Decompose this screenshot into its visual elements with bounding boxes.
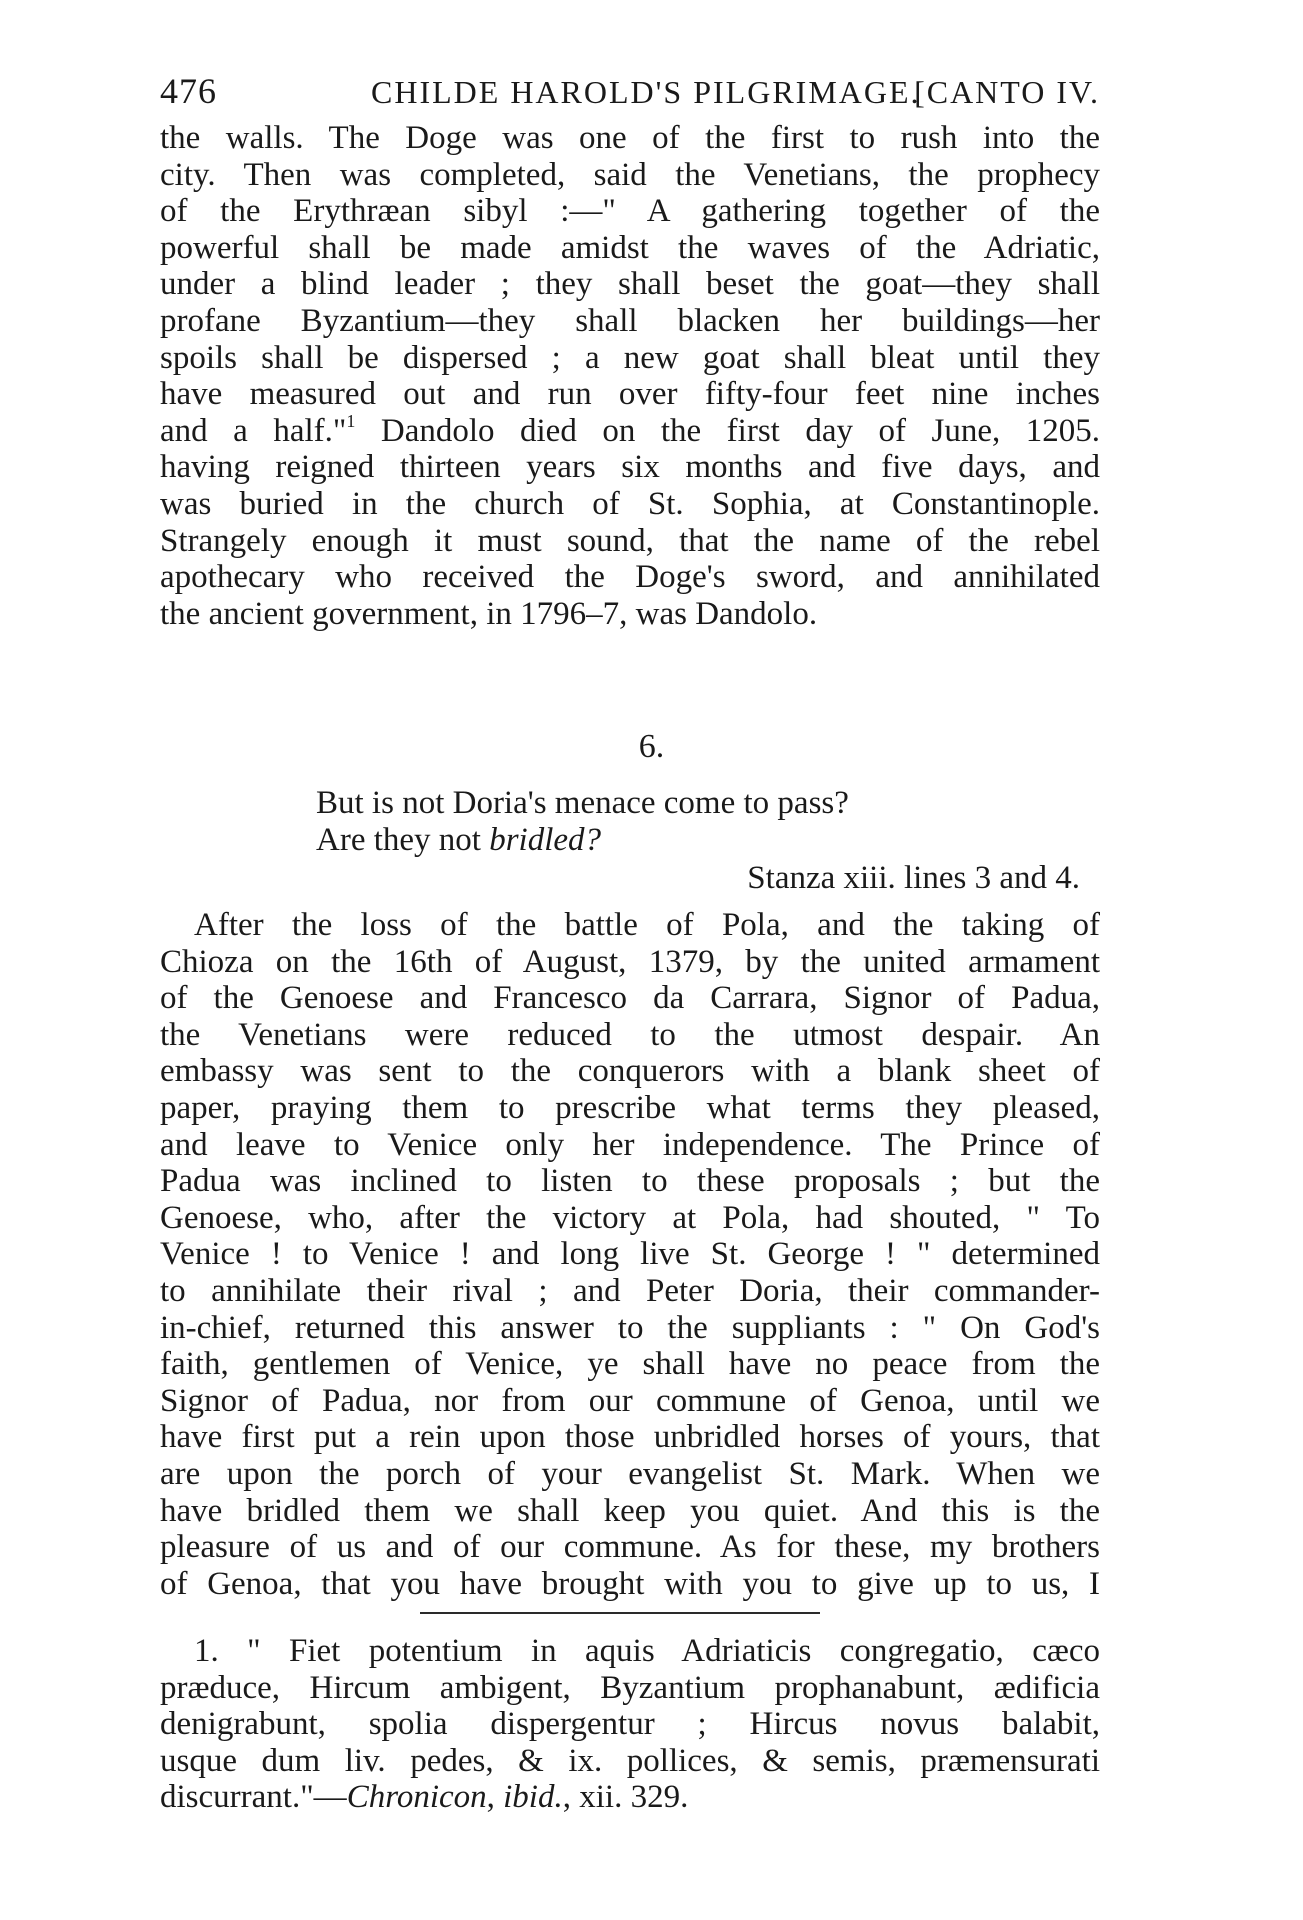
footnote-reference: 1 <box>346 410 356 431</box>
text-fragment: discurrant."— <box>160 1779 347 1816</box>
footnote-line: usque dum liv. pedes, & ix. pollices, & semis, præmensurati <box>160 1742 1100 1779</box>
text-line: the ancient government, in 1796–7, was Dandolo. <box>160 595 818 632</box>
section-number: 6. <box>638 728 665 765</box>
footnote-line: denigrabunt, spolia dispergentur ; Hircus novus balabit, <box>160 1706 1100 1743</box>
text-line: are upon the porch of your evangelist St. Mark. When we <box>160 1455 1100 1492</box>
text-line: faith, gentlemen of Venice, ye shall have no peace from the <box>160 1346 1100 1383</box>
text-line: Padua was inclined to listen to these proposals ; but the <box>160 1163 1100 1200</box>
text-fragment: , xii. 329. <box>562 1779 689 1816</box>
running-title: CHILDE HAROLD'S PILGRIMAGE. <box>371 74 921 110</box>
footnote-line: præduce, Hircum ambigent, Byzantium prophanabunt, ædificia <box>160 1669 1100 1706</box>
text-line: of Genoa, that you have brought with you to give up to us, I <box>160 1565 1100 1602</box>
page-number: 476 <box>160 71 217 111</box>
text-line: have bridled them we shall keep you quiet. And this is the <box>160 1492 1100 1529</box>
text-line: in-chief, returned this answer to the suppliants : " On God's <box>160 1309 1100 1346</box>
text-line: the Venetians were reduced to the utmost despair. An <box>160 1016 1100 1053</box>
text-line: of the Erythræan sibyl :—" A gathering together of the <box>160 193 1100 230</box>
text-line: apothecary who received the Doge's sword, and annihilated <box>160 559 1100 596</box>
verse-line: But is not Doria's menace come to pass? <box>316 785 849 821</box>
text-line: the walls. The Doge was one of the first to rush into the <box>160 120 1100 156</box>
text-line: city. Then was completed, said the Venetians, the prophecy <box>160 156 1100 193</box>
text-line: to annihilate their rival ; and Peter Doria, their commander- <box>160 1272 1100 1309</box>
text-line: Venice ! to Venice ! and long live St. George ! " determined <box>160 1236 1100 1273</box>
text-line: under a blind leader ; they shall beset the goat—they shall <box>160 266 1100 303</box>
verse-line <box>316 822 849 859</box>
text-line: Strangely enough it must sound, that the name of the rebel <box>160 522 1100 559</box>
footnote-line <box>160 1779 1100 1816</box>
text-line: profane Byzantium—they shall blacken her buildings—her <box>160 302 1100 339</box>
text-fragment: Are they not <box>316 822 481 858</box>
text-line: Signor of Padua, nor from our commune of Genoa, until we <box>160 1382 1100 1419</box>
footnote-divider <box>420 1612 820 1614</box>
verse-quotation <box>316 785 849 859</box>
text-fragment: and a half." <box>160 412 347 449</box>
continued-paragraph <box>160 120 1100 632</box>
italic-ibid: ibid. <box>503 1779 563 1816</box>
text-line: embassy was sent to the conquerors with a blank sheet of <box>160 1053 1100 1090</box>
text-fragment: Dandolo died on the first day of June, 1205. <box>380 412 1100 449</box>
italic-source-title: Chronicon <box>346 1779 487 1816</box>
text-line: was buried in the church of St. Sophia, at Constantinople. <box>160 485 1100 522</box>
text-line: and leave to Venice only her independence. The Prince of <box>160 1126 1100 1163</box>
footnote-line: 1. " Fiet potentium in aquis Adriaticis congregatio, cæco <box>194 1633 1100 1669</box>
text-line: pleasure of us and of our commune. As for these, my brothers <box>160 1529 1100 1566</box>
text-line: have measured out and run over fifty-four feet nine inches <box>160 376 1100 413</box>
text-fragment: , <box>486 1779 504 1816</box>
text-line: After the loss of the battle of Pola, and the taking of <box>194 907 1100 943</box>
quotation-source: Stanza xiii. lines 3 and 4. <box>747 860 1080 896</box>
italic-word: bridled? <box>489 822 602 858</box>
footnote <box>160 1633 1100 1816</box>
text-line: having reigned thirteen years six months and five days, and <box>160 449 1100 486</box>
canto-label: [CANTO IV. <box>914 74 1100 110</box>
text-line: powerful shall be made amidst the waves of the Adriatic, <box>160 229 1100 266</box>
text-line: of the Genoese and Francesco da Carrara, Signor of Padua, <box>160 980 1100 1017</box>
main-paragraph <box>160 907 1100 1602</box>
text-line: spoils shall be dispersed ; a new goat shall bleat until they <box>160 339 1100 376</box>
text-line: Chioza on the 16th of August, 1379, by the united armament <box>160 943 1100 980</box>
text-line: have first put a rein upon those unbridled horses of yours, that <box>160 1419 1100 1456</box>
text-line: paper, praying them to prescribe what terms they pleased, <box>160 1089 1100 1126</box>
text-line: Genoese, who, after the victory at Pola, had shouted, " To <box>160 1199 1100 1236</box>
text-line-with-footnote-ref <box>160 410 1100 450</box>
